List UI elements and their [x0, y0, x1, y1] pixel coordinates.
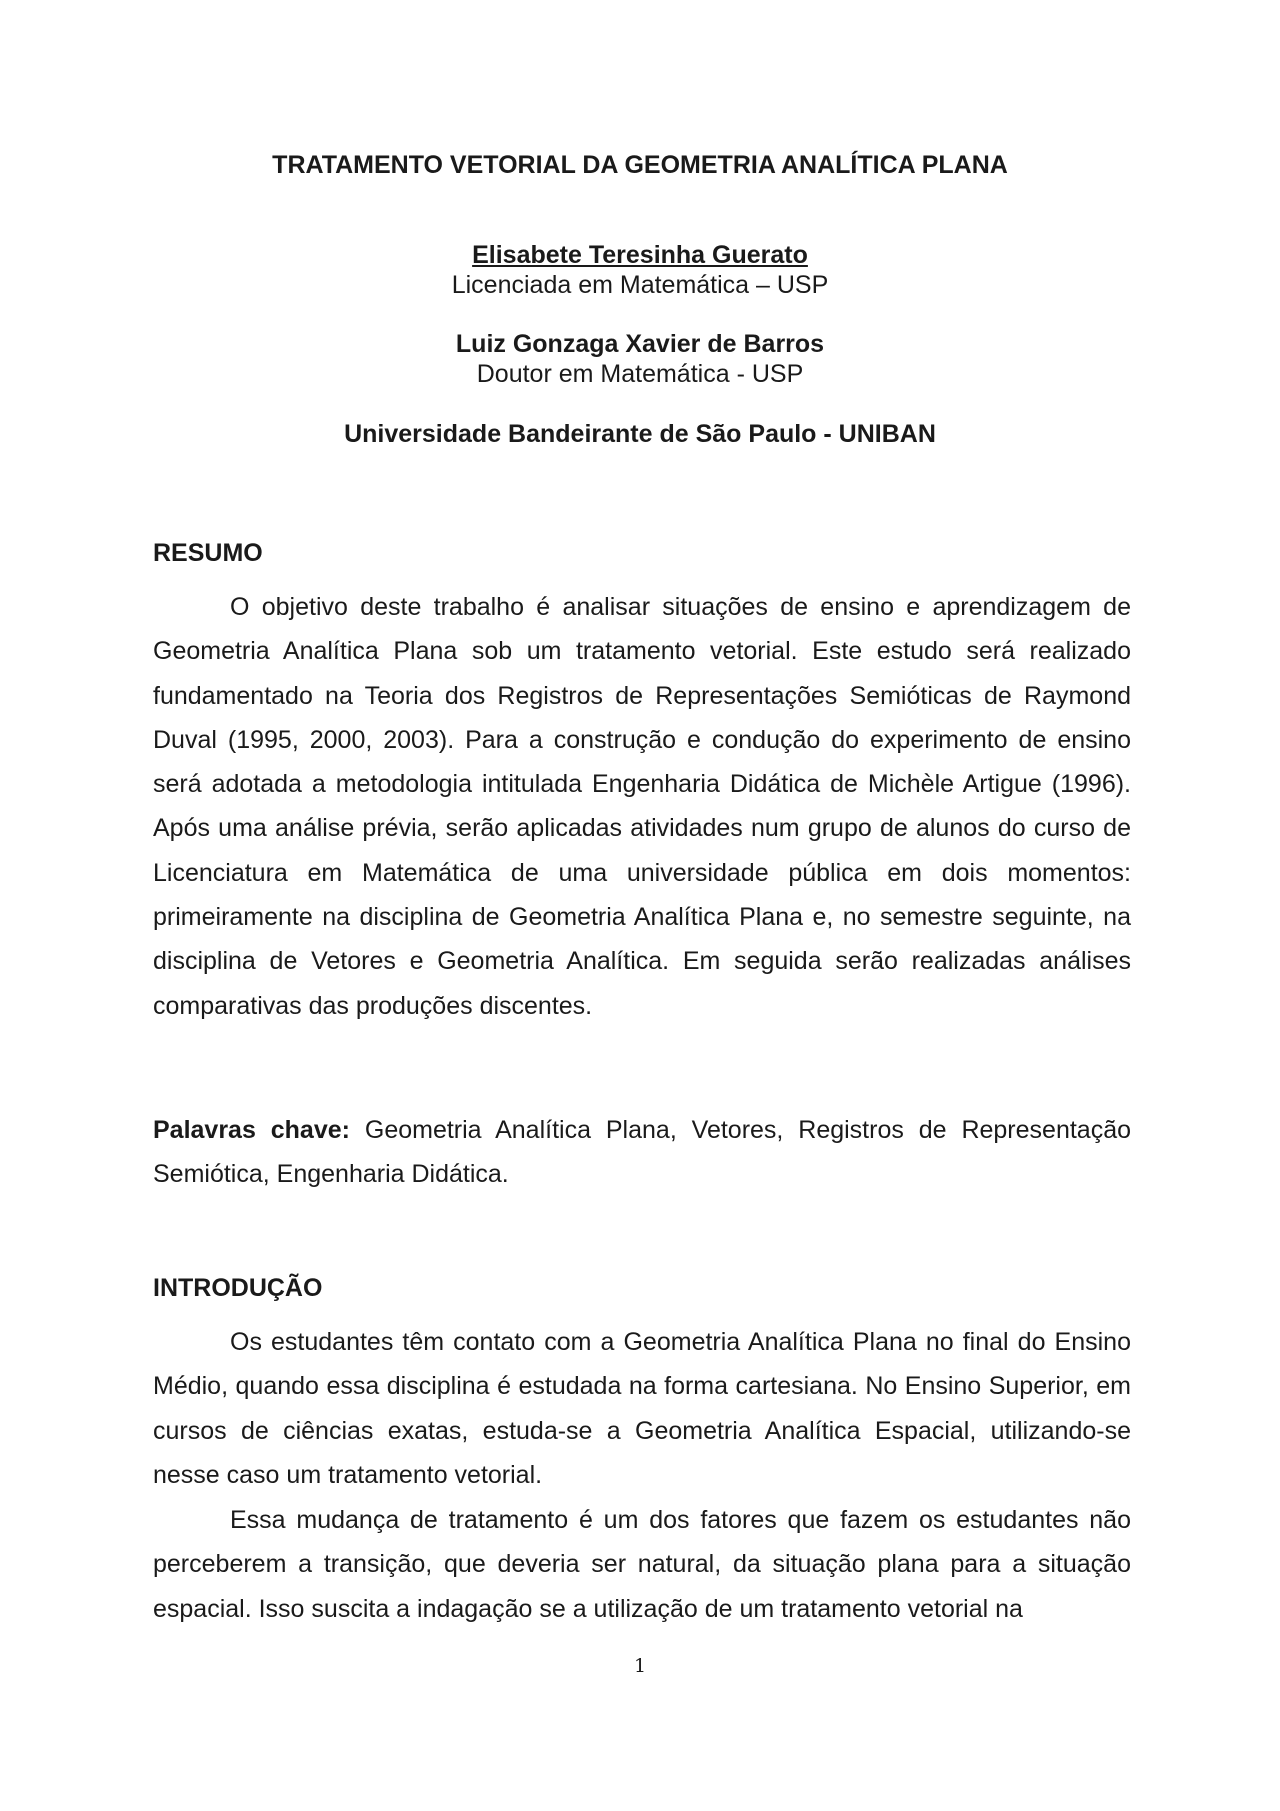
keywords-label: Palavras chave: — [153, 1116, 350, 1144]
author-2-affiliation: Doutor em Matemática - USP — [476, 360, 804, 388]
introduction-heading: INTRODUÇÃO — [153, 1274, 323, 1302]
keywords — [153, 1108, 1131, 1197]
introduction-paragraph-2: Essa mudança de tratamento é um dos fatores que fazem os estudantes não perceberem a transição, que deveria ser natural, da situação plana para a situação espacial. Isso suscita a indagação se a utilização de um tratamento vetorial na — [153, 1506, 1131, 1623]
abstract-text: O objetivo deste trabalho é analisar situações de ensino e aprendizagem de Geometria Analítica Plana sob um tratamento vetorial. Este estudo será realizado fundamentado na Teoria dos Registros de Representações Semióticas de Raymond Duval (1995, 2000, 2003). Para a construção e condução do experimento de ensino será adotada a metodologia intitulada Engenharia Didática de Michèle Artigue (1996). Após uma análise prévia, serão aplicadas atividades num grupo de alunos do curso de Licenciatura em Matemática de uma universidade pública em dois momentos: primeiramente na disciplina de Geometria Analítica Plana e, no semestre seguinte, na disciplina de Vetores e Geometria Analítica. Em seguida serão realizadas análises comparativas das produções discentes. — [153, 593, 1131, 1020]
page-number: 1 — [633, 1655, 647, 1677]
author-2-name: Luiz Gonzaga Xavier de Barros — [455, 330, 825, 358]
paper-title: TRATAMENTO VETORIAL DA GEOMETRIA ANALÍTICA PLANA — [272, 151, 1008, 179]
introduction-paragraph-1: Os estudantes têm contato com a Geometria Analítica Plana no final do Ensino Médio, quando essa disciplina é estudada na forma cartesiana. No Ensino Superior, em cursos de ciências exatas, estuda-se a Geometria Analítica Espacial, utilizando-se nesse caso um tratamento vetorial. — [153, 1328, 1131, 1489]
keywords-text: Geometria Analítica Plana, Vetores, Registros de Representação Semiótica, Engenharia Didática. — [153, 1116, 1132, 1189]
author-1-name: Elisabete Teresinha Guerato — [472, 241, 808, 269]
author-1-affiliation: Licenciada em Matemática – USP — [451, 271, 829, 299]
institution: Universidade Bandeirante de São Paulo - UNIBAN — [344, 420, 936, 448]
abstract-heading: RESUMO — [153, 539, 263, 567]
